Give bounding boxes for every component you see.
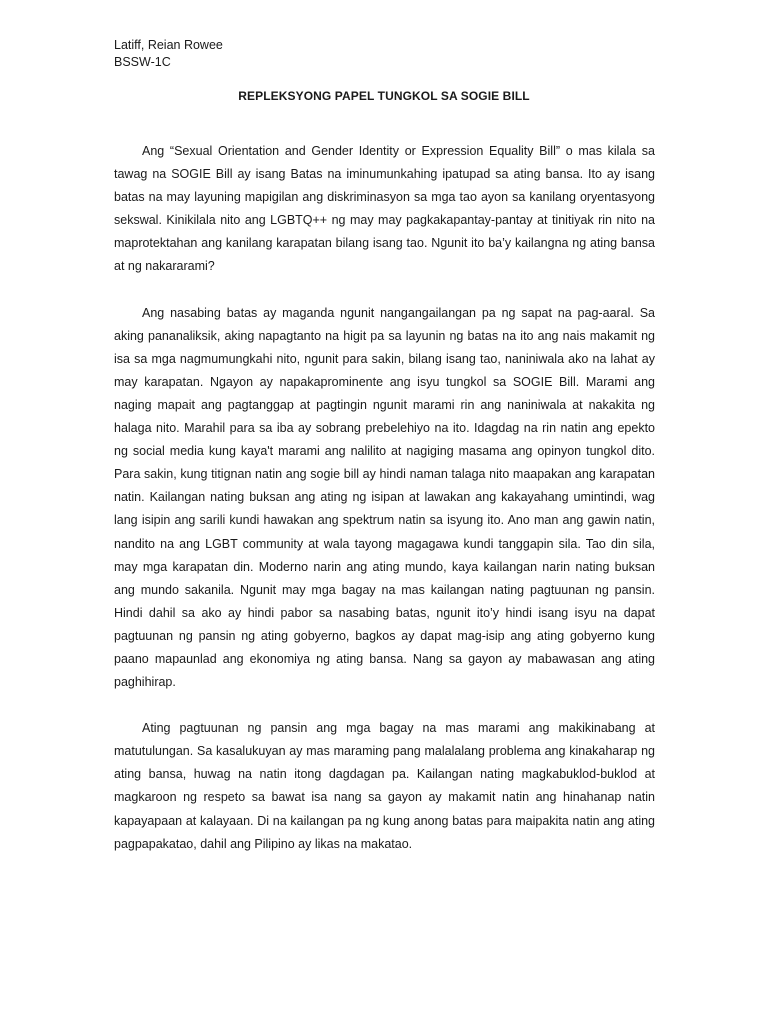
paragraph-3: Ating pagtuunan ng pansin ang mga bagay na mas marami ang makikinabang at matutulungan. Sa kasalukuyan ay mas maraming pang malalalang problema ang kinakaharap ng ating bansa, huwag na natin itong dagdagan pa. Kailangan nating magkabuklod-buklod at magkaroon ng respeto sa bawat isa nang sa gayon ay makamit natin ang hinahanap natin kapayapaan at kalayaan. Di na kailangan pa ng kung anong batas para maipakita natin ang ating pagpapakatao, dahil ang Pilipino ay likas na makatao. — [114, 721, 655, 851]
paragraph-2: Ang nasabing batas ay maganda ngunit nangangailangan pa ng sapat na pag-aaral. Sa aking pananaliksik, aking napagtanto na higit pa sa layunin ng batas na ito ang nais makamit ng isa sa mga nagmumungkahi nito, ngunit para sakin, bilang isang tao, naniniwala ako na lahat ay may karapatan. Ngayon ay napakaprominente ang isyu tungkol sa SOGIE Bill. Marami ang naging mapait ang pagtanggap at pagtingin ngunit marami rin ang naniniwala at nakakita ng halaga nito. Marahil para sa iba ay sobrang prebelehiyo na ito. Idagdag na rin natin ang epekto ng social media kung kaya't marami ang nalilito at nagiging masama ang opinyon tungkol dito. Para sakin, kung titignan natin ang sogie bill ay hindi naman talaga nito maapakan ang karapatan natin. Kailangan nating buksan ang ating ng isipan at lawakan ang kakayahang umintindi, wag lang isipin ang sarili kundi hawakan ang spektrum natin sa isyung ito. Ano man ang gawin natin, nandito na ang LGBT community at wala tayong magagawa kundi tanggapin sila. Tao din sila, may mga karapatan din. Moderno narin ang ating mundo, kaya kailangan narin nating buksan ang mundo sakanila. Ngunit may mga bagay na mas kailangan nating pagtuunan ng pansin. Hindi dahil sa ako ay hindi pabor sa nasabing batas, ngunit ito’y hindi isang isyu na dapat pagtuunan ng pansin ng ating gobyerno, bagkos ay dapat mag-isip ang ating gobyerno kung paano mapaunlad ang ekonomiya ng ating bansa. Nang sa gayon ay mabawasan ang ating paghihirap. — [114, 305, 655, 690]
author-name: Latiff, Reian Rowee — [114, 38, 223, 52]
paragraph-1: Ang “Sexual Orientation and Gender Identity or Expression Equality Bill” o mas kilala sa tawag na SOGIE Bill ay isang Batas na iminumunkahing ipatupad sa ating bansa. Ito ay isang batas na may layuning mapigilan ang diskriminasyon sa mga tao ayon sa kanilang oryentasyong sekswal. Kinikilala nito ang LGBTQ++ ng may may pagkakapantay-pantay at tinitiyak rin nito na maprotektahan ang kanilang karapatan bilang isang tao. Ngunit ito ba’y kailangna ng ating bansa at ng nakararami? — [114, 144, 655, 274]
document-header — [114, 37, 223, 71]
section-label: BSSW-1C — [114, 55, 171, 69]
document-body — [114, 140, 655, 879]
document-title: REPLEKSYONG PAPEL TUNGKOL SA SOGIE BILL — [238, 89, 530, 103]
